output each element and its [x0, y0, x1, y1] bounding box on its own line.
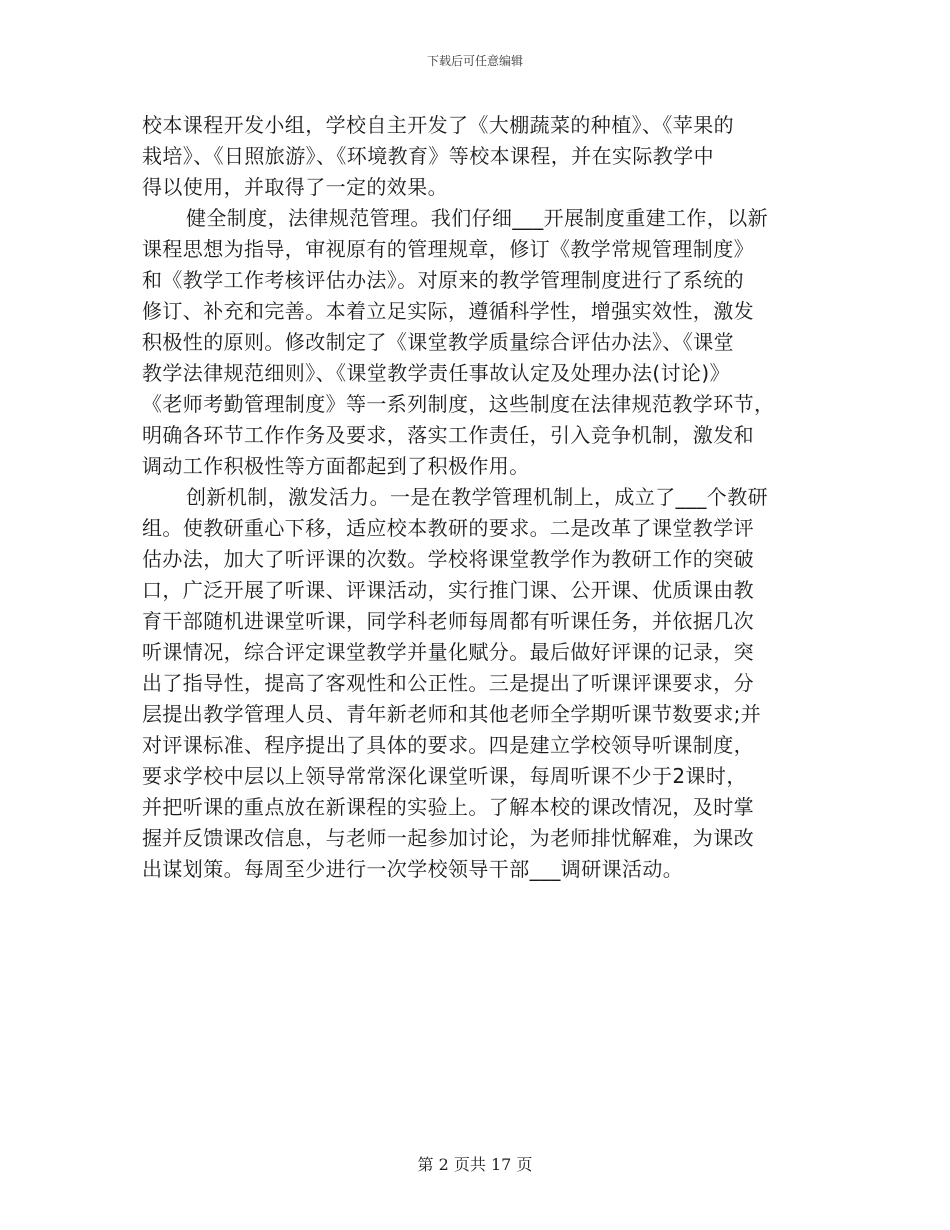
text-line: 修订、补充和完善。本着立足实际，遵循科学性，增强实效性，激发: [142, 299, 754, 323]
text-line: 出谋划策。每周至少进行一次学校领导干部___调研课活动。: [142, 857, 684, 881]
text-line: 育干部随机进课堂听课，同学科老师每周都有听课任务，并依据几次: [142, 609, 754, 633]
paragraph-start-line: 创新机制，激发活力。一是在教学管理机制上，成立了___个教研: [186, 485, 768, 509]
text-line: 《老师考勤管理制度》等一系列制度，这些制度在法律规范教学环节，: [142, 392, 775, 416]
text-line: 课程思想为指导，审视原有的管理规章，修订《教学常规管理制度》: [142, 237, 754, 261]
text-line: 听课情况，综合评定课堂教学并量化赋分。最后做好评课的记录，突: [142, 640, 754, 664]
text-line: 出了指导性，提高了客观性和公正性。三是提出了听课评课要求，分: [142, 671, 754, 695]
text-line: 估办法，加大了听评课的次数。学校将课堂教学作为教研工作的突破: [142, 547, 754, 571]
text-line: 口，广泛开展了听课、评课活动，实行推门课、公开课、优质课由教: [142, 578, 754, 602]
paragraph-start-line: 健全制度，法律规范管理。我们仔细___开展制度重建工作，以新: [186, 206, 768, 230]
text-line: 和《教学工作考核评估办法》。对原来的教学管理制度进行了系统的: [142, 268, 744, 292]
text-line: 校本课程开发小组，学校自主开发了《大棚蔬菜的种植》、《苹果的: [142, 113, 734, 137]
text-line: 对评课标准、程序提出了具体的要求。四是建立学校领导听课制度，: [142, 733, 754, 757]
text-line: 调动工作积极性等方面都起到了积极作用。: [142, 454, 530, 478]
text-line: 握并反馈课改信息，与老师一起参加讨论，为老师排忧解难，为课改: [142, 826, 754, 850]
text-line: 要求学校中层以上领导常常深化课堂听课，每周听课不少于2课时，: [142, 764, 747, 788]
text-line: 并把听课的重点放在新课程的实验上。了解本校的课改情况，及时掌: [142, 795, 754, 819]
text-line: 层提出教学管理人员、青年新老师和其他老师全学期听课节数要求;并: [142, 702, 762, 726]
text-line: 教学法律规范细则》、《课堂教学责任事故认定及处理办法(讨论)》: [142, 361, 731, 385]
page-header: 下载后可任意编辑: [426, 54, 523, 68]
text-line: 得以使用，并取得了一定的效果。: [142, 175, 448, 199]
text-line: 积极性的原则。修改制定了《课堂教学质量综合评估办法》、《课堂: [142, 330, 734, 354]
text-line: 栽培》、《日照旅游》、《环境教育》等校本课程，并在实际教学中: [142, 144, 714, 168]
text-line: 组。使教研重心下移，适应校本教研的要求。二是改革了课堂教学评: [142, 516, 754, 540]
page-number-footer: 第 2 页共 17 页: [417, 1155, 533, 1174]
text-line: 明确各环节工作作务及要求，落实工作责任，引入竞争机制，激发和: [142, 423, 754, 447]
document-body: [142, 110, 807, 885]
